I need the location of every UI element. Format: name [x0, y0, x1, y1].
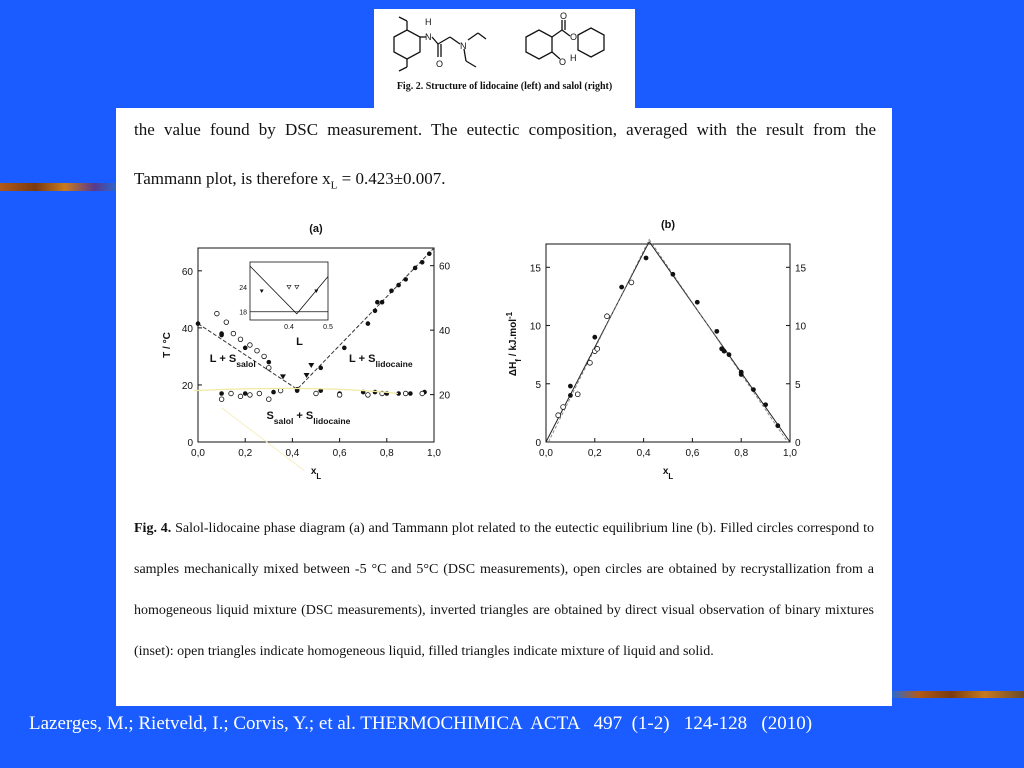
decorative-stripe-right: [892, 691, 1024, 698]
x-tick-label-a: 0,0: [191, 448, 205, 459]
filled-circle-point-a: [243, 346, 248, 351]
open-circle-point-b: [595, 346, 600, 351]
filled-circle-point-b: [714, 329, 719, 334]
filled-circle-point-b: [739, 372, 744, 377]
y-tick-label-left-a: 0: [187, 438, 193, 449]
x-axis-label-a-part: L: [316, 471, 322, 481]
filled-circle-point-b: [619, 285, 624, 290]
filled-circle-point-b: [722, 349, 727, 354]
filled-circle-point-a: [271, 390, 276, 395]
filled-circle-point-b: [751, 387, 756, 392]
x-axis-label-b: [663, 466, 674, 481]
open-circle-point-b: [556, 413, 561, 418]
filled-circle-point-a: [342, 346, 347, 351]
filled-circle-point-b: [568, 384, 573, 389]
filled-circle-point-b: [775, 423, 780, 428]
atom-h-hydroxyl: H: [570, 53, 577, 63]
body-line-1: the value found by DSC measurement. The eutectic composition, averaged with the result from the: [134, 120, 876, 139]
body-line-2: [134, 169, 876, 191]
x-tick-label-a: 0,6: [332, 448, 347, 459]
inset-y-tick-label: 24: [239, 284, 247, 292]
y-axis-label-a: T / °C: [162, 332, 173, 358]
lidocaine-benzene-ring: [394, 30, 420, 59]
open-circle-point-a: [238, 337, 243, 342]
open-circle-point-a: [248, 393, 253, 398]
figure-caption-text: Salol-lidocaine phase diagram (a) and Tammann plot related to the eutectic equilibrium line (b). Filled circles correspond to samples mechanically mixed between -5 °C and 5°C (DSC measurements), open circles are obtained by recrystallization from a homogeneous liquid mixture (DSC measurements), inverted triangles are obtained by direct visual observation of binary mixtures (inset): open triangles indicate homogeneous liquid, filled triangles indicate mixture of liquid and solid.: [134, 521, 874, 659]
x-tick-label-a: 0,2: [238, 448, 253, 459]
open-circle-point-b: [629, 280, 634, 285]
tammann-fit-line-dashed: [548, 239, 649, 442]
atom-n-amine: N: [460, 41, 467, 51]
y-tick-label-right-b: 15: [795, 263, 807, 275]
body-line-2-sub: L: [330, 179, 338, 192]
filled-circle-point-a: [318, 366, 323, 371]
tammann-fit-line-dashed: [649, 239, 787, 442]
panel-label-a: (a): [309, 223, 323, 235]
figure-caption-label: Fig. 4.: [134, 521, 172, 536]
phenyl-ring: [578, 28, 604, 57]
x-tick-label-b: 1,0: [783, 448, 797, 459]
y-axis-label-b: [505, 311, 523, 376]
open-circle-point-a: [238, 394, 243, 399]
region-label-right: [349, 353, 413, 369]
filled-circle-point-a: [380, 300, 385, 305]
filled-circle-point-b: [763, 402, 768, 407]
panel-label-b: (b): [660, 219, 676, 231]
atom-o-amide: O: [436, 59, 444, 69]
filled-circle-point-a: [375, 300, 380, 305]
x-tick-label-a: 0,4: [285, 448, 300, 459]
salol-benzene-ring: [526, 30, 552, 59]
filled-circle-point-b: [568, 393, 573, 398]
open-circle-point-a: [262, 354, 267, 359]
phase-diagram-chart: [158, 220, 458, 500]
citation: Lazerges, M.; Rietveld, I.; Corvis, Y.; et al. THERMOCHIMICA ACTA 497 (1-2) 124-128 (2010): [29, 713, 813, 734]
plot-frame-b: [546, 244, 790, 442]
y-tick-label-left-b: 15: [529, 263, 541, 275]
x-tick-label-b: 0,6: [685, 448, 700, 459]
filled-circle-point-b: [670, 272, 675, 277]
y-tick-label-left-b: 10: [529, 321, 541, 333]
y-tick-label-right-a: 20: [439, 390, 451, 402]
x-tick-label-b: 0,8: [734, 448, 749, 459]
filled-circle-point-a: [219, 333, 224, 338]
open-circle-point-a: [314, 391, 319, 396]
filled-circle-point-b: [727, 352, 732, 357]
open-circle-point-a: [257, 391, 262, 396]
filled-circle-point-a: [427, 251, 432, 256]
y-tick-label-left-b: 5: [535, 379, 541, 391]
y-tick-label-left-b: 0: [535, 438, 541, 449]
y-axis-label-b-part: -1: [504, 311, 514, 320]
atom-n-amide: N: [425, 32, 432, 42]
molecular-structures: [374, 9, 635, 81]
filled-circle-point-a: [295, 388, 300, 393]
open-circle-point-a: [255, 348, 260, 353]
structure-caption: [374, 81, 635, 92]
open-circle-point-a: [403, 391, 408, 396]
open-circle-point-a: [229, 391, 234, 396]
decorative-stripe-left: [0, 183, 118, 191]
y-tick-label-left-a: 40: [181, 323, 193, 335]
region-label-bottom-part: lidocaine: [313, 416, 351, 427]
atom-o-carbonyl: O: [560, 11, 568, 21]
open-circle-point-a: [215, 311, 220, 316]
structure-caption-text: Structure of lidocaine (left) and salol (right): [425, 81, 613, 92]
open-circle-point-b: [605, 314, 610, 319]
region-label-left-part: salol: [236, 359, 256, 370]
filled-circle-point-a: [389, 288, 394, 293]
x-axis-label-a: [311, 466, 322, 481]
filled-circle-point-a: [243, 391, 248, 396]
open-circle-point-a: [224, 320, 229, 325]
x-tick-label-a: 0,8: [379, 448, 394, 459]
atom-o-ester: O: [570, 32, 578, 42]
atom-o-hydroxyl: O: [559, 57, 567, 67]
filled-circle-point-a: [219, 391, 224, 396]
filled-circle-point-a: [366, 321, 371, 326]
y-axis-label-b-part: / kJ.mol: [508, 319, 519, 360]
y-tick-label-right-a: 40: [439, 326, 451, 338]
filled-circle-point-a: [408, 391, 413, 396]
tammann-fit-line: [546, 242, 649, 442]
region-label-bottom-part: + S: [293, 410, 314, 423]
filled-circle-point-a: [267, 360, 272, 365]
open-circle-point-a: [267, 397, 272, 402]
region-label-left: [210, 353, 256, 369]
open-circle-point-b: [561, 405, 566, 410]
x-tick-label-b: 0,2: [587, 448, 602, 459]
y-axis-label-b-part: f: [513, 359, 523, 362]
region-label-bottom-part: S: [266, 410, 274, 423]
inset-x-tick-label: 0.4: [284, 324, 294, 331]
x-axis-label-a-part: x: [310, 466, 317, 477]
region-label-right-part: L + S: [349, 353, 376, 366]
filled-circle-point-a: [373, 308, 378, 313]
body-line-2-pre: Tammann plot, is therefore x: [134, 169, 331, 188]
inset-x-tick-label: 0.5: [323, 324, 333, 331]
open-circle-point-b: [588, 360, 593, 365]
filled-triangle-point-a: [308, 363, 314, 368]
y-tick-label-left-a: 20: [181, 380, 193, 392]
filled-circle-point-a: [403, 277, 408, 282]
filled-circle-point-a: [420, 260, 425, 265]
open-circle-point-a: [267, 366, 272, 371]
y-tick-label-right-b: 0: [795, 438, 801, 449]
structure-caption-label: Fig. 2.: [396, 81, 424, 92]
x-tick-label-b: 0,4: [636, 448, 651, 459]
inset-y-tick-label: 18: [239, 309, 247, 317]
structure-figure: [374, 9, 635, 108]
filled-circle-point-a: [196, 321, 201, 326]
open-circle-point-a: [337, 393, 342, 398]
open-circle-point-a: [366, 393, 371, 398]
tammann-fit-line: [649, 242, 790, 442]
figure-caption: [134, 508, 874, 672]
open-circle-point-b: [575, 392, 580, 397]
open-circle-point-a: [420, 391, 425, 396]
filled-circle-point-b: [695, 300, 700, 305]
paper-excerpt: [116, 108, 892, 706]
open-circle-point-a: [248, 343, 253, 348]
region-label-bottom-part: salol: [273, 416, 294, 427]
atom-h-amide: H: [425, 17, 432, 27]
y-tick-label-right-b: 5: [795, 379, 801, 391]
x-tick-label-b: 0,0: [539, 448, 553, 459]
y-tick-label-right-a: 60: [439, 261, 451, 273]
filled-circle-point-a: [396, 283, 401, 288]
region-label-left-part: L + S: [209, 353, 237, 366]
filled-circle-point-a: [413, 266, 418, 271]
region-label-right-part: lidocaine: [375, 359, 413, 370]
y-tick-label-right-b: 10: [795, 321, 807, 333]
x-tick-label-a: 1,0: [427, 448, 441, 459]
body-line-2-post: = 0.423±0.007.: [337, 169, 446, 188]
region-label-bottom: [266, 410, 350, 426]
open-circle-point-a: [231, 331, 236, 336]
filled-circle-point-b: [592, 335, 597, 340]
x-axis-label-b-part: x: [662, 466, 669, 477]
y-tick-label-left-a: 60: [181, 266, 193, 278]
region-label-liquid: L: [296, 336, 303, 348]
tammann-plot-chart: [504, 216, 814, 500]
x-axis-label-b-part: L: [668, 471, 674, 481]
filled-circle-point-b: [644, 256, 649, 261]
open-circle-point-a: [219, 397, 224, 402]
open-circle-point-a: [278, 388, 283, 393]
y-axis-label-b-part: ΔH: [508, 361, 519, 377]
